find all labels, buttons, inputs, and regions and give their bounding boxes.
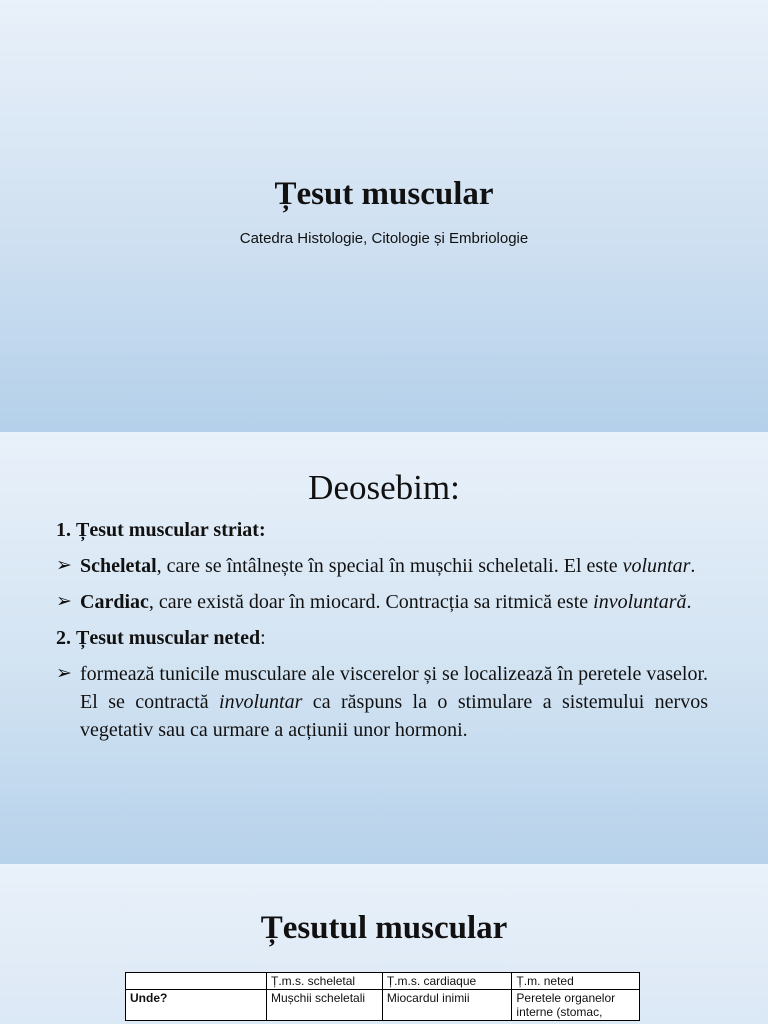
table-header-cell: Ț.m.s. scheletal — [267, 973, 383, 990]
bullet-text: , care se întâlnește în special în mușchii scheletali. El este — [156, 555, 623, 577]
bullet-emphasis: involuntară — [593, 591, 687, 613]
table-header-cell: Ț.m. neted — [512, 973, 640, 990]
table-row — [126, 990, 640, 1021]
bullet-term: Cardiac — [80, 591, 149, 613]
slide-subtitle: Catedra Histologie, Citologie și Embriologie — [239, 230, 529, 247]
heading-text: 2. Țesut muscular neted — [56, 627, 261, 649]
section-heading-neted — [56, 624, 708, 652]
comparison-table — [125, 972, 640, 1021]
table-cell: Peretele organelor interne (stomac, — [512, 990, 640, 1021]
arrow-bullet-icon: ➢ — [56, 555, 72, 576]
bullet-end: ca răspuns la o stimulare a sistemului nervos vegetativ sau ca urmare a acțiunii unor hormoni. — [80, 691, 709, 741]
heading-end: : — [260, 627, 266, 649]
bullet-term: Scheletal — [80, 555, 157, 577]
table-slide — [0, 864, 768, 1024]
section-heading-striat: 1. Țesut muscular striat: — [56, 519, 266, 541]
slide-title: Țesut muscular — [274, 176, 494, 212]
bullet-text: formează tunicile musculare ale viscerelor și se localizează în peretele vaselor. El se contractă — [80, 663, 709, 713]
title-slide — [0, 0, 768, 432]
bullet-item-scheletal — [56, 552, 708, 580]
bullet-item-neted — [56, 660, 708, 744]
arrow-bullet-icon: ➢ — [56, 663, 72, 684]
bullet-end: . — [690, 555, 696, 577]
table-row-label: Unde? — [126, 990, 267, 1021]
table-header-cell: Ț.m.s. cardiaque — [382, 973, 512, 990]
arrow-bullet-icon: ➢ — [56, 591, 72, 612]
table-cell: Mușchii scheletali — [267, 990, 383, 1021]
slide-title: Deosebim: — [308, 468, 460, 507]
slide-body — [56, 516, 708, 752]
content-slide-deosebim — [0, 432, 768, 864]
bullet-text: , care există doar în miocard. Contracția sa ritmică este — [148, 591, 594, 613]
table-header-cell — [126, 973, 267, 990]
table-header-row — [126, 973, 640, 990]
bullet-end: . — [686, 591, 692, 613]
bullet-emphasis: involuntar — [219, 691, 303, 713]
bullet-emphasis: voluntar — [622, 555, 691, 577]
bullet-item-cardiac — [56, 588, 708, 616]
table-cell: Miocardul inimii — [382, 990, 512, 1021]
slide-title: Țesutul muscular — [260, 910, 508, 946]
